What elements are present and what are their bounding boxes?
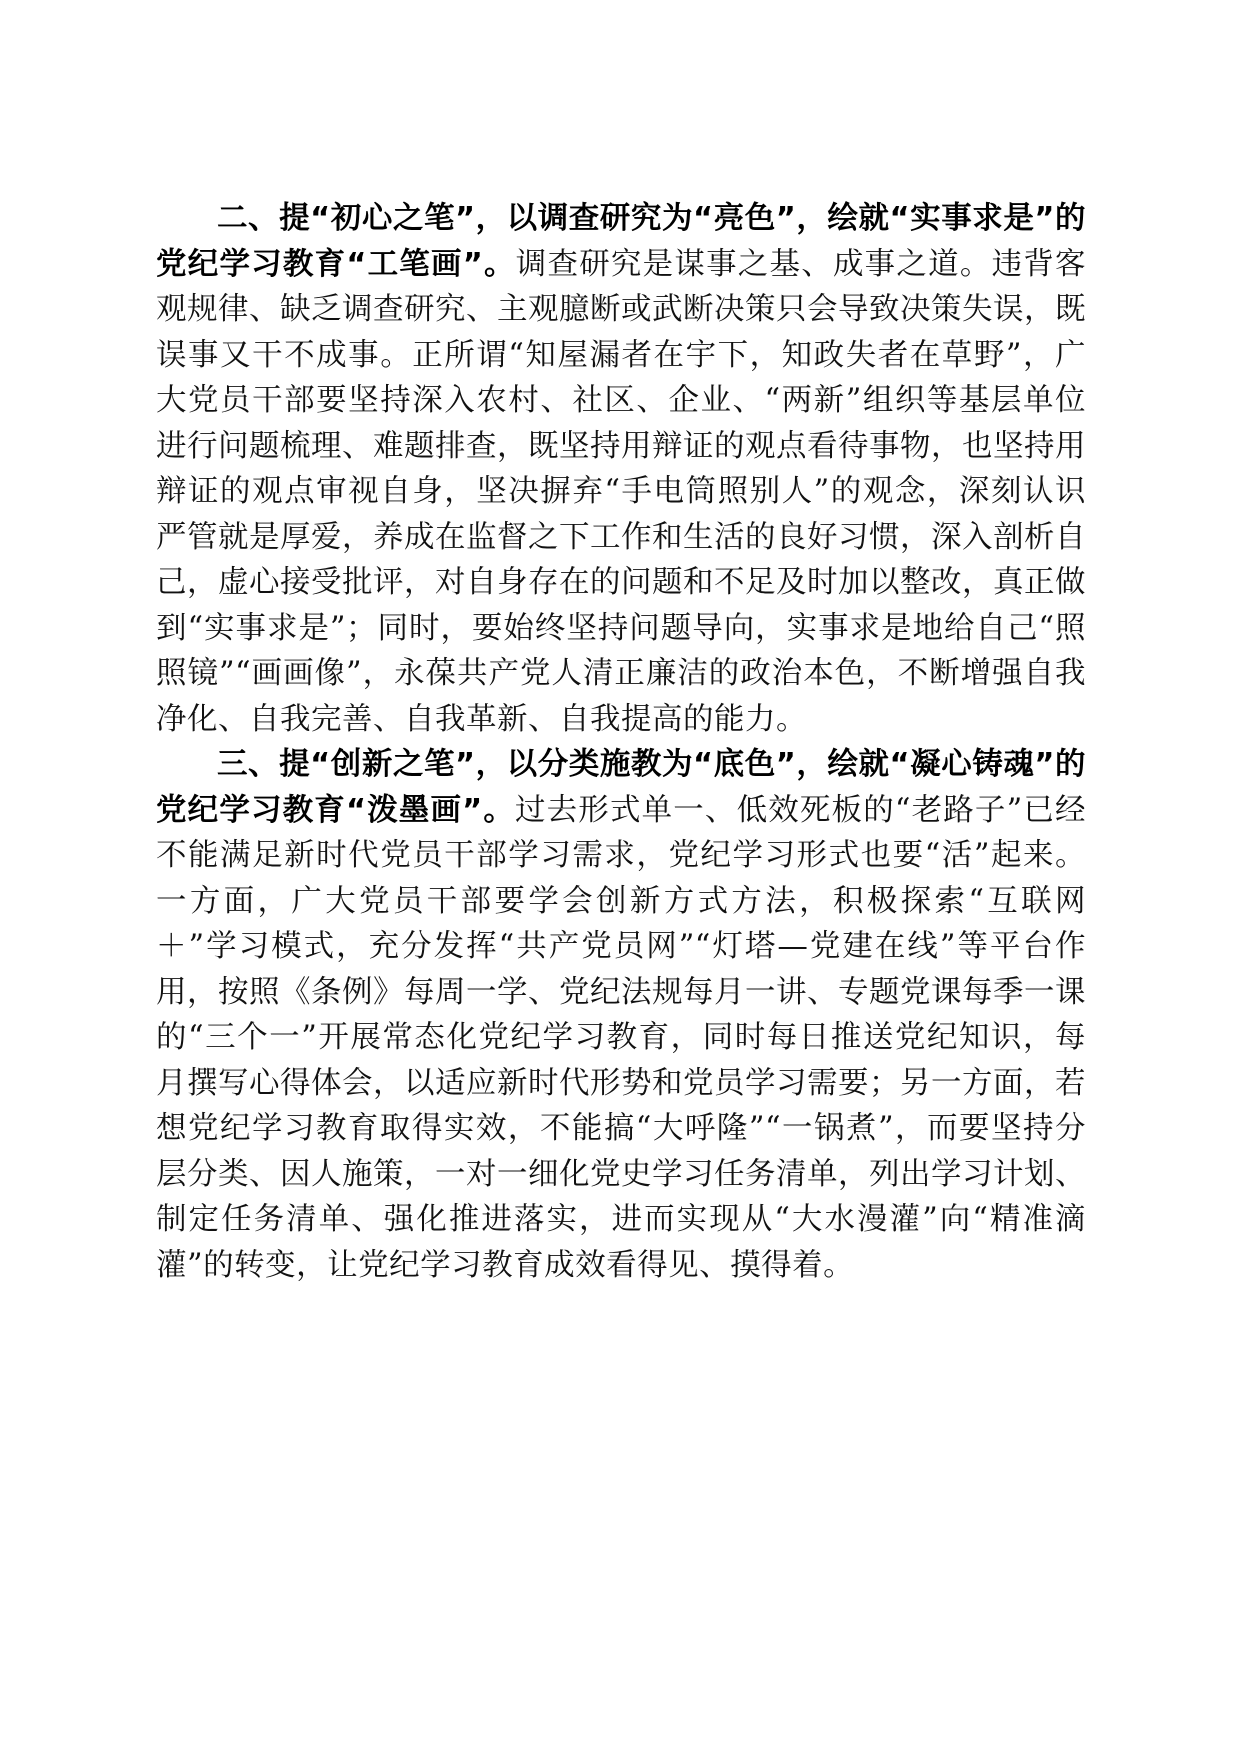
section-three-heading: 三、提“创新之笔”，以分类施教为“底色”，绘就“凝心铸魂”的党纪学习教育“泼墨画”。 [156,747,1086,828]
section-two-heading: 二、提“初心之笔”，以调查研究为“亮色”，绘就“实事求是”的党纪学习教育“工笔画”。 [156,201,1086,282]
paragraph-section-two [156,196,1086,742]
section-two-body: 调查研究是谋事之基、成事之道。违背客观规律、缺乏调查研究、主观臆断或武断决策只会导致决策失误，既误事又干不成事。正所谓“知屋漏者在宇下，知政失者在草野”，广大党员干部要坚持深入农村、社区、企业、“两新”组织等基层单位进行问题梳理、难题排查，既坚持用辩证的观点看待事物，也坚持用辩证的观点审视自身，坚决摒弃“手电筒照别人”的观念，深刻认识严管就是厚爱，养成在监督之下工作和生活的良好习惯，深入剖析自己，虚心接受批评，对自身存在的问题和不足及时加以整改，真正做到“实事求是”；同时，要始终坚持问题导向，实事求是地给自己“照照镜”“画画像”，永葆共产党人清正廉洁的政治本色，不断增强自我净化、自我完善、自我革新、自我提高的能力。 [156,246,1087,737]
document-body [156,196,1086,1288]
section-three-body: 过去形式单一、低效死板的“老路子”已经不能满足新时代党员干部学习需求，党纪学习形式也要“活”起来。一方面，广大党员干部要学会创新方式方法，积极探索“互联网＋”学习模式，充分发挥“共产党员网”“灯塔—党建在线”等平台作用，按照《条例》每周一学、党纪法规每月一讲、专题党课每季一课的“三个一”开展常态化党纪学习教育，同时每日推送党纪知识，每月撰写心得体会，以适应新时代形势和党员学习需要；另一方面，若想党纪学习教育取得实效，不能搞“大呼隆”“一锅煮”，而要坚持分层分类、因人施策，一对一细化党史学习任务清单，列出学习计划、制定任务清单、强化推进落实，进而实现从“大水漫灌”向“精准滴灌”的转变，让党纪学习教育成效看得见、摸得着。 [156,792,1086,1283]
paragraph-section-three [156,742,1086,1288]
